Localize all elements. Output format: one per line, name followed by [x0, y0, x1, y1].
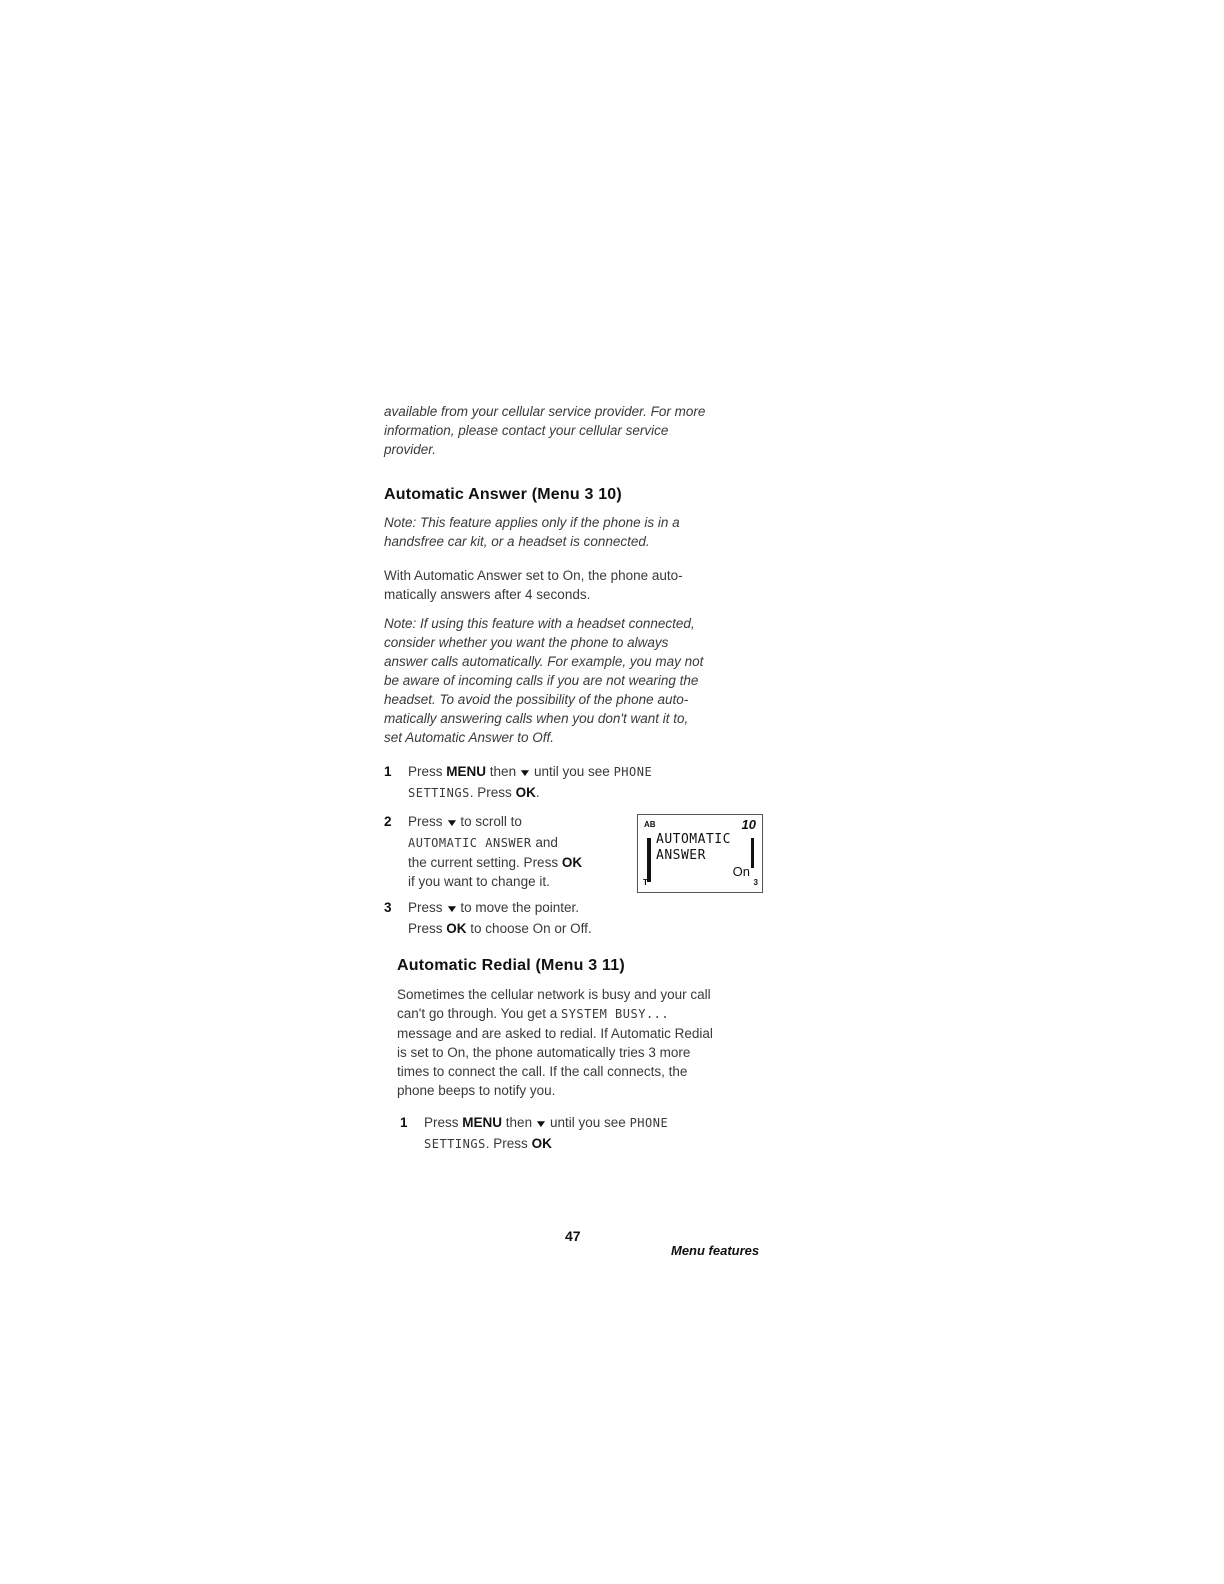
step-word: to scroll to [460, 814, 522, 829]
step-word: to move the pointer. [460, 900, 579, 915]
display-ab-indicator: AB [644, 820, 656, 829]
display-text-settings: SETTINGS [408, 786, 470, 800]
step-word: then [489, 764, 517, 779]
step-word: if you want to change it. [408, 874, 550, 889]
note-line: answer calls automatically. For example, you may not [384, 654, 704, 669]
paragraph-line: phone beeps to notify you. [397, 1083, 556, 1098]
note-line: matically answering calls when you don't want it to, [384, 711, 689, 726]
step-word: until you see [549, 1115, 626, 1130]
paragraph-line [397, 1004, 777, 1024]
step-number: 1 [400, 1115, 408, 1130]
note-line: be aware of incoming calls if you are not wearing the [384, 673, 699, 688]
note-automatic-answer [384, 614, 774, 747]
display-line-1: AUTOMATIC [656, 832, 731, 847]
note-line: Note: This feature applies only if the phone is in a [384, 515, 680, 530]
ok-key: OK [531, 1136, 552, 1151]
paragraph-line: times to connect the call. If the call connects, the [397, 1064, 688, 1079]
step-word: the current setting. Press [408, 855, 559, 870]
display-t-indicator: T [643, 878, 648, 887]
intro-line: available from your cellular service provider. For more [384, 404, 706, 419]
intro-text [384, 402, 774, 459]
step-word: . Press [469, 785, 512, 800]
display-battery-level: 3 [753, 878, 758, 887]
chevron-down-icon: ▼ [444, 904, 459, 915]
step-number: 3 [384, 900, 392, 915]
ok-key: OK [561, 855, 583, 870]
note-line: handsfree car kit, or a headset is connected. [384, 534, 650, 549]
automatic-redial-heading: Automatic Redial (Menu 3 11) [397, 957, 625, 974]
paragraph-line: With Automatic Answer set to On, the phone auto- [384, 568, 683, 583]
display-text-phone: PHONE [629, 1116, 669, 1130]
note-line: consider whether you want the phone to always [384, 635, 669, 650]
step-3 [384, 898, 774, 938]
display-text-settings: SETTINGS [424, 1137, 486, 1151]
automatic-answer-heading: Automatic Answer (Menu 3 10) [384, 486, 622, 503]
display-signal-indicator: 10 [741, 817, 756, 832]
step-word: Press [408, 814, 443, 829]
phone-display [637, 814, 763, 893]
paragraph-line: Sometimes the cellular network is busy and your call [397, 987, 711, 1002]
note-headset [384, 513, 774, 551]
automatic-answer-paragraph [384, 566, 774, 604]
paragraph-line: message and are asked to redial. If Automatic Redial [397, 1026, 713, 1041]
display-line-2: ANSWER [656, 848, 706, 863]
display-top-border [638, 814, 762, 815]
step-number: 2 [384, 814, 392, 829]
paragraph-text: can't go through. You get a [397, 1006, 558, 1021]
chevron-down-icon: ▼ [444, 818, 459, 829]
step-word: then [505, 1115, 533, 1130]
menu-key: MENU [446, 764, 487, 779]
note-line: headset. To avoid the possibility of the phone auto- [384, 692, 689, 707]
step-number: 1 [384, 764, 392, 779]
step-word: Press [408, 921, 443, 936]
step-word: Press [408, 900, 443, 915]
step-word: . Press [485, 1136, 528, 1151]
step-text [408, 762, 652, 803]
ok-key: OK [515, 785, 536, 800]
chevron-down-icon: ▼ [518, 768, 532, 779]
step-text [424, 1113, 668, 1154]
redial-step-1 [400, 1113, 780, 1154]
signal-bar-icon [647, 838, 651, 882]
step-text [408, 898, 592, 938]
display-value: On [732, 864, 750, 879]
step-word: Press [424, 1115, 459, 1130]
step-1 [384, 762, 774, 803]
display-text-system-busy: SYSTEM BUSY... [560, 1007, 670, 1021]
chevron-down-icon: ▼ [534, 1119, 548, 1130]
step-word: to choose On or Off. [470, 921, 592, 936]
ok-key: OK [446, 921, 467, 936]
intro-line: provider. [384, 442, 437, 457]
automatic-redial-paragraph [397, 985, 777, 1100]
footer-section-title: Menu features [671, 1243, 760, 1258]
paragraph-line: is set to On, the phone automatically tries 3 more [397, 1045, 691, 1060]
step-text [408, 812, 582, 891]
paragraph-line: matically answers after 4 seconds. [384, 587, 591, 602]
page-number: 47 [565, 1228, 581, 1244]
step-word: Press [408, 764, 443, 779]
step-2 [384, 812, 624, 891]
note-line: set Automatic Answer to Off. [384, 730, 555, 745]
step-word: until you see [533, 764, 610, 779]
display-text-automatic-answer: AUTOMATIC ANSWER [408, 836, 532, 850]
step-word: and [535, 835, 558, 850]
display-text-phone: PHONE [613, 765, 653, 779]
note-line: Note: If using this feature with a headset connected, [384, 616, 695, 631]
menu-key: MENU [462, 1115, 503, 1130]
battery-bar-icon [751, 838, 754, 868]
intro-line: information, please contact your cellular service [384, 423, 669, 438]
step-word: . [535, 785, 540, 800]
